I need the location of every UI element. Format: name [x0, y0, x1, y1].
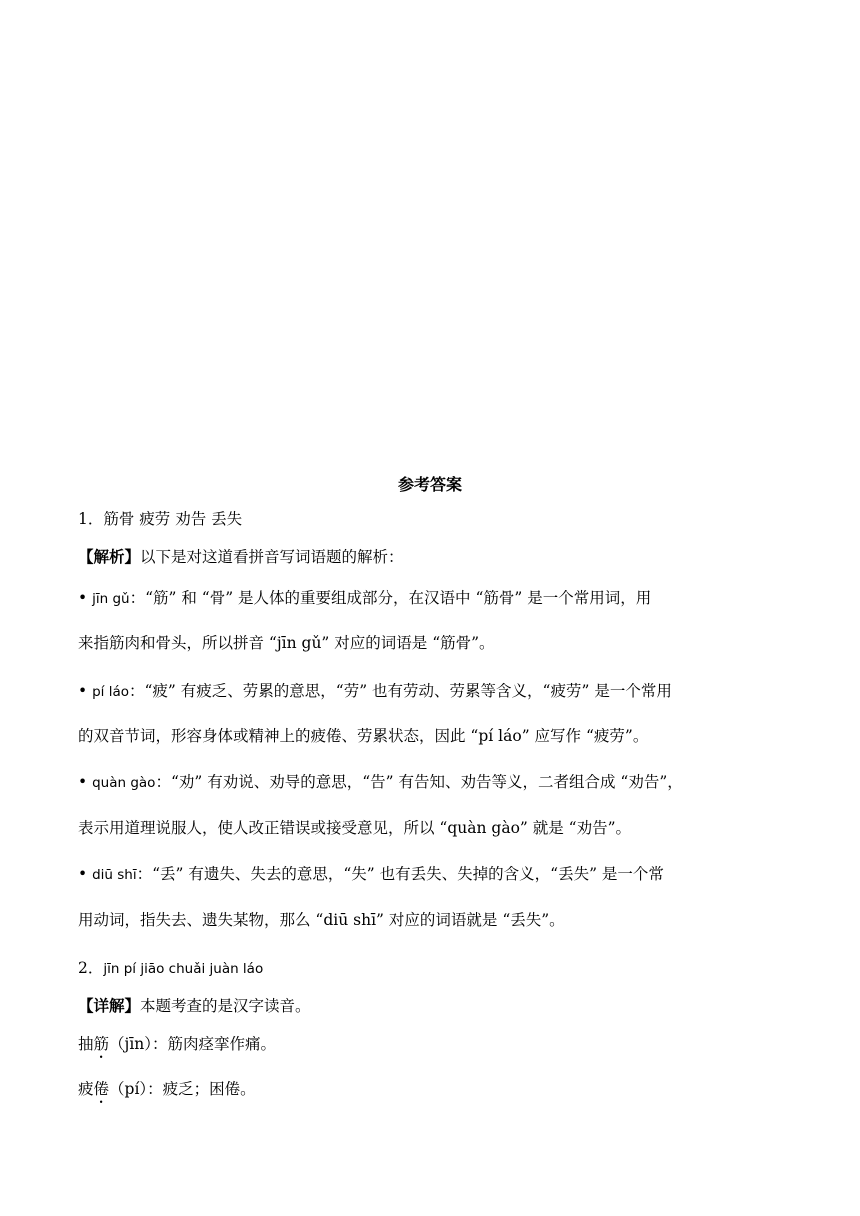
- analysis-label: 【解析】: [78, 547, 141, 566]
- pinyin: pí láo: [92, 684, 129, 700]
- pinyin: diū shī: [92, 867, 137, 883]
- analysis-item-4-line-2: 用动词，指失去、遗失某物，那么 “diū shī” 对应的词语就是 “丢失”。: [78, 911, 565, 929]
- item-text: ：“劝” 有劝说、劝导的意思，“告” 有告知、劝告等义，二者组合成 “劝告”，: [155, 773, 683, 791]
- analysis-item-2-line-2: 的双音节词，形容身体或精神上的疲倦、劳累状态，因此 “pí láo” 应写作 “疲劳”。: [78, 727, 649, 745]
- entry-rest: （pí）：疲乏；困倦。: [109, 1080, 256, 1098]
- item-text: ：“疲” 有疲乏、劳累的意思，“劳” 也有劳动、劳累等含义，“疲劳” 是一个常用: [129, 682, 672, 700]
- analysis-item-1-line-2: 来指筋肉和骨头，所以拼音 “jīn gǔ” 对应的词语是 “筋骨”。: [78, 634, 495, 652]
- page-title: 参考答案: [397, 475, 462, 494]
- q2-answer: [78, 958, 788, 979]
- pinyin: quàn gào: [92, 775, 156, 791]
- q1-answer: 1．筋骨 疲劳 劝告 丢失: [78, 510, 243, 528]
- bullet: •: [78, 865, 88, 883]
- q2-entry-1: [78, 1034, 788, 1062]
- entry-prefix: 疲: [78, 1080, 94, 1098]
- bullet: •: [78, 682, 88, 700]
- analysis-item-3-line-2: 表示用道理说服人，使人改正错误或接受意见，所以 “quàn gào” 就是 “劝告”。: [78, 819, 632, 837]
- q1-analysis: [78, 547, 788, 567]
- bullet: •: [78, 773, 88, 791]
- bullet: •: [78, 589, 88, 607]
- analysis-item-3-line-1: [78, 772, 788, 793]
- item-text: ：“筋” 和 “骨” 是人体的重要组成部分，在汉语中 “筋骨” 是一个常用词，用: [129, 589, 652, 607]
- emphasized-char: 倦: [93, 1080, 110, 1098]
- detail-text: 本题考查的是汉字读音。: [140, 997, 311, 1015]
- q2-entry-2: [78, 1079, 788, 1107]
- q2-number: 2．: [78, 959, 104, 977]
- analysis-item-4-line-1: [78, 864, 788, 885]
- q2-pinyin: jīn pí jiāo chuǎi juàn láo: [103, 961, 264, 977]
- entry-prefix: 抽: [78, 1035, 94, 1053]
- q2-detail: [78, 996, 788, 1016]
- emphasized-char: 筋: [93, 1035, 110, 1053]
- analysis-item-2-line-1: [78, 681, 788, 702]
- detail-label: 【详解】: [78, 996, 141, 1015]
- entry-rest: （jīn）：筋肉痉挛作痛。: [109, 1035, 277, 1053]
- analysis-item-1-line-1: [78, 588, 788, 609]
- pinyin: jīn gǔ: [92, 591, 130, 607]
- analysis-intro: 以下是对这道看拼音写词语题的解析：: [140, 548, 404, 566]
- item-text: ：“丢” 有遗失、失去的意思，“失” 也有丢失、失掉的含义，“丢失” 是一个常: [136, 865, 664, 883]
